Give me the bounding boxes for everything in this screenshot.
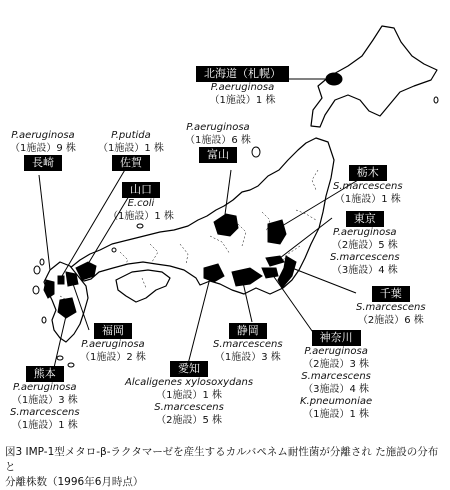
site-toyama <box>185 122 251 163</box>
organism: P.aeruginosa <box>81 339 145 350</box>
count: （1施設）1 株 <box>98 142 164 154</box>
pref-label: 福岡 <box>94 323 132 339</box>
shikoku-island <box>116 270 170 302</box>
organism: S.marcescens <box>333 181 403 192</box>
site-kanagawa <box>300 330 372 421</box>
organism: P.aeruginosa <box>210 82 275 93</box>
site-chiba <box>356 286 426 327</box>
site-shizuoka <box>213 323 283 364</box>
count: （1施設）1 株 <box>156 389 222 401</box>
organism: P.aeruginosa <box>11 130 75 141</box>
site-aichi <box>125 361 253 427</box>
site-saga <box>98 130 164 171</box>
count: （2施設）3 株 <box>303 358 370 370</box>
count: （2施設）5 株 <box>156 414 222 426</box>
count: （2施設）6 株 <box>357 314 424 326</box>
count: （1施設）3 株 <box>11 394 78 406</box>
organism: P.putida <box>111 130 151 141</box>
organism: S.marcescens <box>154 402 224 413</box>
count: （1施設）2 株 <box>80 351 146 363</box>
pref-label: 静岡 <box>229 323 267 339</box>
count: （1施設）1 株 <box>108 210 174 222</box>
caption-line-2: 分離株数（1996年6月時点） <box>5 476 144 488</box>
count: （1施設）9 株 <box>10 142 76 154</box>
site-tokyo <box>330 211 400 277</box>
count: （2施設）5 株 <box>331 239 398 251</box>
saga-region <box>58 276 64 284</box>
pref-label: 佐賀 <box>112 155 150 171</box>
count: （1施設）6 株 <box>185 134 251 146</box>
count: （3施設）4 株 <box>331 264 398 276</box>
pref-label: 栃木 <box>349 165 387 181</box>
count: （1施設）1 株 <box>209 94 276 106</box>
caption-line-1: 図3 IMP-1型メタロ-β-ラクタマーゼを産生するカルバペネム耐性菌が分離され た施設の分布と <box>5 446 439 473</box>
count: （1施設）1 株 <box>334 193 401 205</box>
nagasaki-region <box>44 280 54 298</box>
organism: S.marcescens <box>213 339 283 350</box>
site-kumamoto <box>10 366 80 432</box>
site-hokkaido <box>196 66 289 107</box>
count: （1施設）3 株 <box>214 351 281 363</box>
pref-label: 東京 <box>346 211 384 227</box>
pref-label: 北海道（札幌） <box>196 66 289 82</box>
count: （3施設）4 株 <box>303 383 370 395</box>
organism: P.aeruginosa <box>13 382 77 393</box>
pref-label: 山口 <box>122 182 160 198</box>
organism: P.aeruginosa <box>186 122 250 133</box>
organism: Alcaligenes xylosoxydans <box>125 377 254 388</box>
organism: P.aeruginosa <box>333 227 397 238</box>
fukuoka-region <box>66 272 78 286</box>
organism: S.marcescens <box>10 407 80 418</box>
pref-label: 神奈川 <box>312 330 361 346</box>
site-yamaguchi <box>108 182 174 223</box>
count: （1施設）1 株 <box>303 408 370 420</box>
organism: E.coli <box>127 198 155 209</box>
figure-caption <box>5 445 447 490</box>
pref-label: 愛知 <box>170 361 208 377</box>
pref-label: 千葉 <box>372 286 410 302</box>
organism: S.marcescens <box>301 371 371 382</box>
organism: S.marcescens <box>330 252 400 263</box>
pref-label: 熊本 <box>26 366 64 382</box>
pref-label: 富山 <box>199 147 237 163</box>
site-nagasaki <box>10 130 76 171</box>
site-fukuoka <box>80 323 146 364</box>
site-tochigi <box>333 165 403 206</box>
sapporo-region <box>326 73 342 85</box>
pref-label: 長崎 <box>24 155 62 171</box>
count: （1施設）1 株 <box>11 419 78 431</box>
organism: P.aeruginosa <box>304 346 368 357</box>
organism: S.marcescens <box>356 302 426 313</box>
organism: K.pneumoniae <box>300 396 373 407</box>
